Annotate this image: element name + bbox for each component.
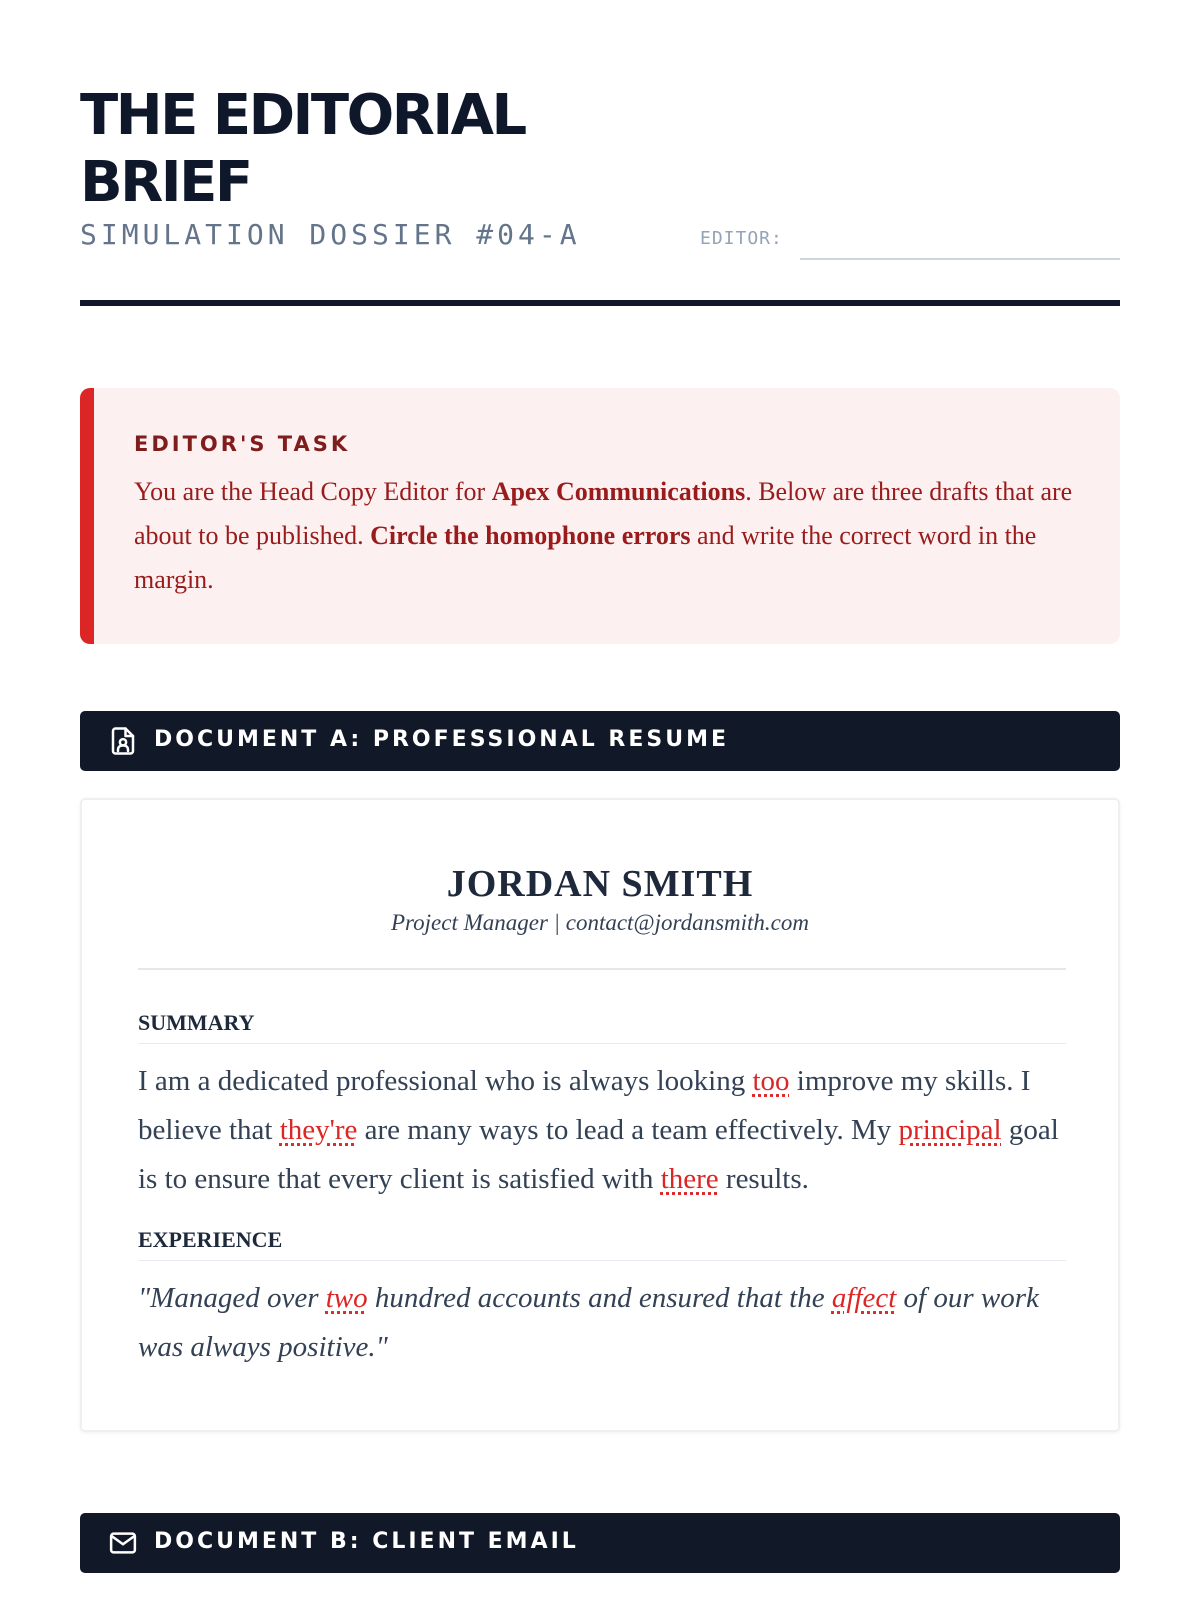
document-b-header <box>80 1513 1120 1573</box>
experience-text: "Managed over <box>138 1282 326 1314</box>
page-title: THE EDITORIAL BRIEF <box>80 83 525 215</box>
error-word-too[interactable]: too <box>752 1065 790 1097</box>
summary-heading: SUMMARY <box>138 1010 255 1035</box>
summary-text: are many ways to lead a team effectively. My <box>357 1114 899 1146</box>
resume-name: JORDAN SMITH <box>446 863 754 905</box>
error-word-two[interactable]: two <box>325 1282 368 1314</box>
experience-text: of our work was always positive." <box>138 1282 1039 1363</box>
summary-text: I am a dedicated professional who is always looking <box>138 1065 753 1097</box>
error-word-principal[interactable]: principal <box>898 1114 1002 1146</box>
company-name: Apex Communications <box>491 477 746 506</box>
error-word-affect[interactable]: affect <box>831 1282 897 1314</box>
editor-name-field[interactable] <box>800 258 1120 260</box>
summary-text: results. <box>718 1163 809 1195</box>
task-text: . Below are three drafts that are about to be published. <box>134 477 1073 550</box>
resume-role: Project Manager | contact@jordansmith.com <box>391 910 809 935</box>
resume-document <box>80 798 1120 1432</box>
editor-task-box <box>80 388 1120 644</box>
file-user-icon <box>108 726 138 756</box>
task-text: and write the correct word in the margin. <box>134 521 1037 594</box>
error-word-there[interactable]: there <box>660 1163 719 1195</box>
experience-text: hundred accounts and ensured that the <box>367 1282 832 1314</box>
experience-heading: EXPERIENCE <box>138 1227 283 1252</box>
document-a-title: DOCUMENT A: PROFESSIONAL RESUME <box>154 727 729 752</box>
task-instruction: Circle the homophone errors <box>370 521 691 550</box>
summary-paragraph <box>138 1057 1068 1204</box>
dossier-subtitle: SIMULATION DOSSIER #04-A <box>80 218 581 251</box>
mail-icon <box>108 1528 138 1558</box>
error-word-theyre[interactable]: they're <box>279 1114 358 1146</box>
document-a-header <box>80 711 1120 771</box>
editor-label: EDITOR: <box>700 228 783 249</box>
resume-divider <box>138 968 1066 970</box>
header-divider <box>80 300 1120 306</box>
document-b-title: DOCUMENT B: CLIENT EMAIL <box>154 1529 579 1554</box>
task-heading: EDITOR'S TASK <box>134 432 351 456</box>
task-text: You are the Head Copy Editor for <box>134 477 492 506</box>
summary-divider <box>138 1043 1066 1044</box>
summary-text: goal is to ensure that every client is satisfied with <box>138 1114 1059 1195</box>
summary-text: improve my skills. I believe that <box>138 1065 1031 1146</box>
experience-quote <box>138 1274 1068 1372</box>
task-instructions <box>134 470 1074 602</box>
experience-divider <box>138 1260 1066 1261</box>
